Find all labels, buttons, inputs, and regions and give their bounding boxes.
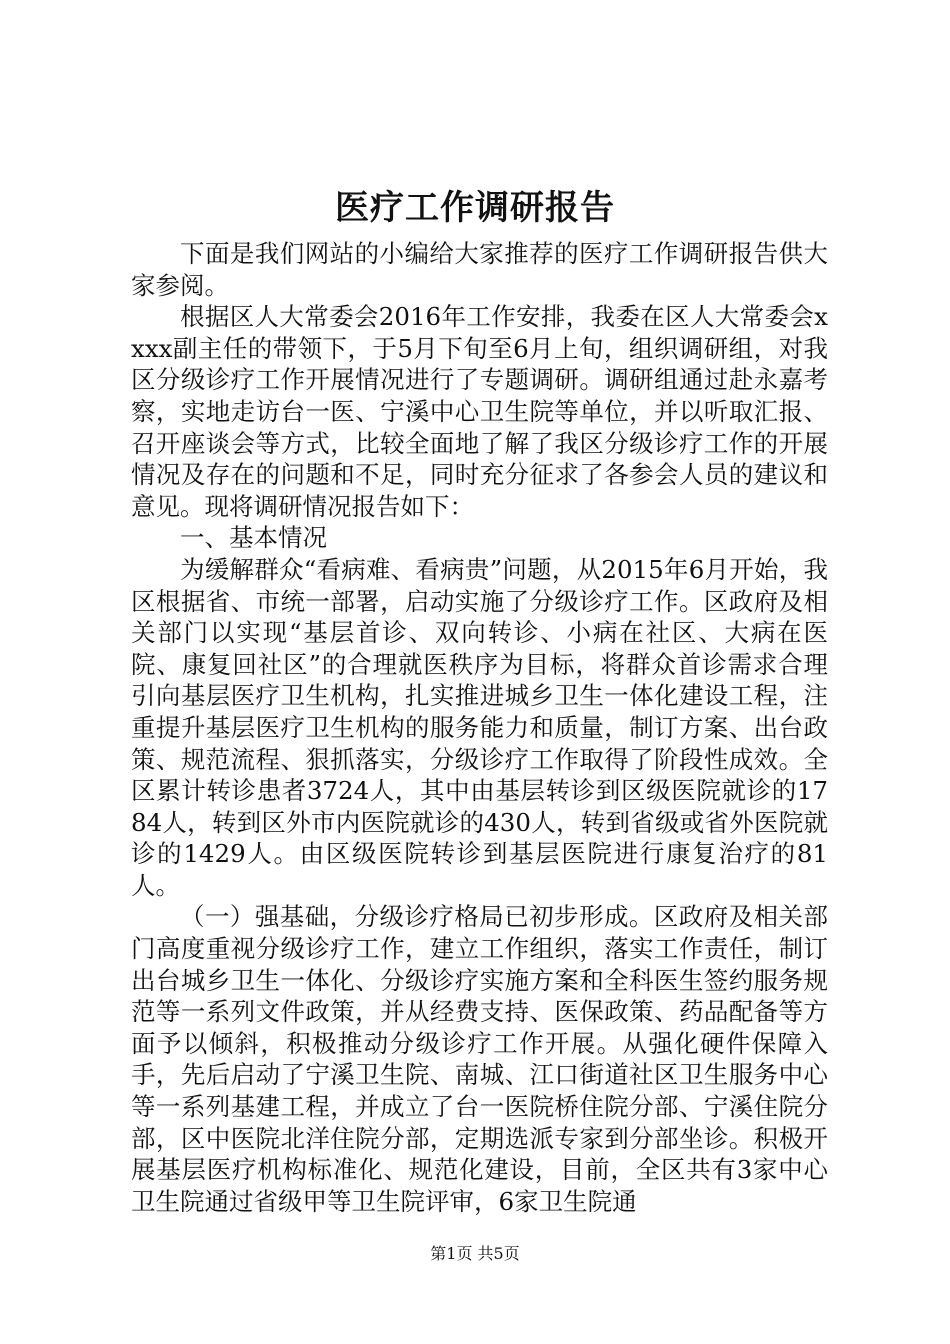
document-body — [131, 238, 828, 1217]
document-title: 医疗工作调研报告 — [335, 188, 615, 228]
basic-situation-paragraph: 为缓解群众“看病难、看病贵”问题，从2015年6月开始，我区根据省、市统一部署，启动实施了分级诊疗工作。区政府及相关部门以实现“基层首诊、双向转诊、小病在社区、大病在医院、康复回社区”的合理就医秩序为目标，将群众首诊需求合理引向基层医疗卫生机构，扎实推进城乡卫生一体化建设工程，注重提升基层医疗卫生机构的服务能力和质量，制订方案、出台政策、规范流程、狠抓落实，分级诊疗工作取得了阶段性成效。全区累计转诊患者3724人，其中由基层转诊到区级医院就诊的1784人，转到区外市内医院就诊的430人，转到省级或省外医院就诊的1429人。由区级医院转诊到基层医院进行康复治疗的81人。 — [131, 554, 828, 900]
subsection-paragraph-1: （一）强基础，分级诊疗格局已初步形成。区政府及相关部门高度重视分级诊疗工作，建立工作组织，落实工作责任，制订出台城乡卫生一体化、分级诊疗实施方案和全科医生签约服务规范等一系列文件政策，并从经费支持、医保政策、药品配备等方面予以倾斜，积极推动分级诊疗工作开展。从强化硬件保障入手，先后启动了宁溪卫生院、南城、江口街道社区卫生服务中心等一系列基建工程，并成立了台一医院桥住院分部、宁溪住院分部，区中医院北洋住院分部，定期选派专家到分部坐诊。积极开展基层医疗机构标准化、规范化建设，目前，全区共有3家中心卫生院通过省级甲等卫生院评审，6家卫生院通 — [131, 902, 828, 1216]
background-paragraph: 根据区人大常委会2016年工作安排，我委在区人大常委会xxxx副主任的带领下，于5月下旬至6月上旬，组织调研组，对我区分级诊疗工作开展情况进行了专题调研。调研组通过赴永嘉考察，实地走访台一医、宁溪中心卫生院等单位，并以听取汇报、召开座谈会等方式，比较全面地了解了我区分级诊疗工作的开展情况及存在的问题和不足，同时充分征求了各参会人员的建议和意见。现将调研情况报告如下： — [131, 302, 828, 521]
intro-paragraph: 下面是我们网站的小编给大家推荐的医疗工作调研报告供大家参阅。 — [131, 239, 828, 300]
page-footer: 第1页 共5页 — [430, 1244, 520, 1263]
section-heading-basic: 一、基本情况 — [180, 523, 327, 553]
